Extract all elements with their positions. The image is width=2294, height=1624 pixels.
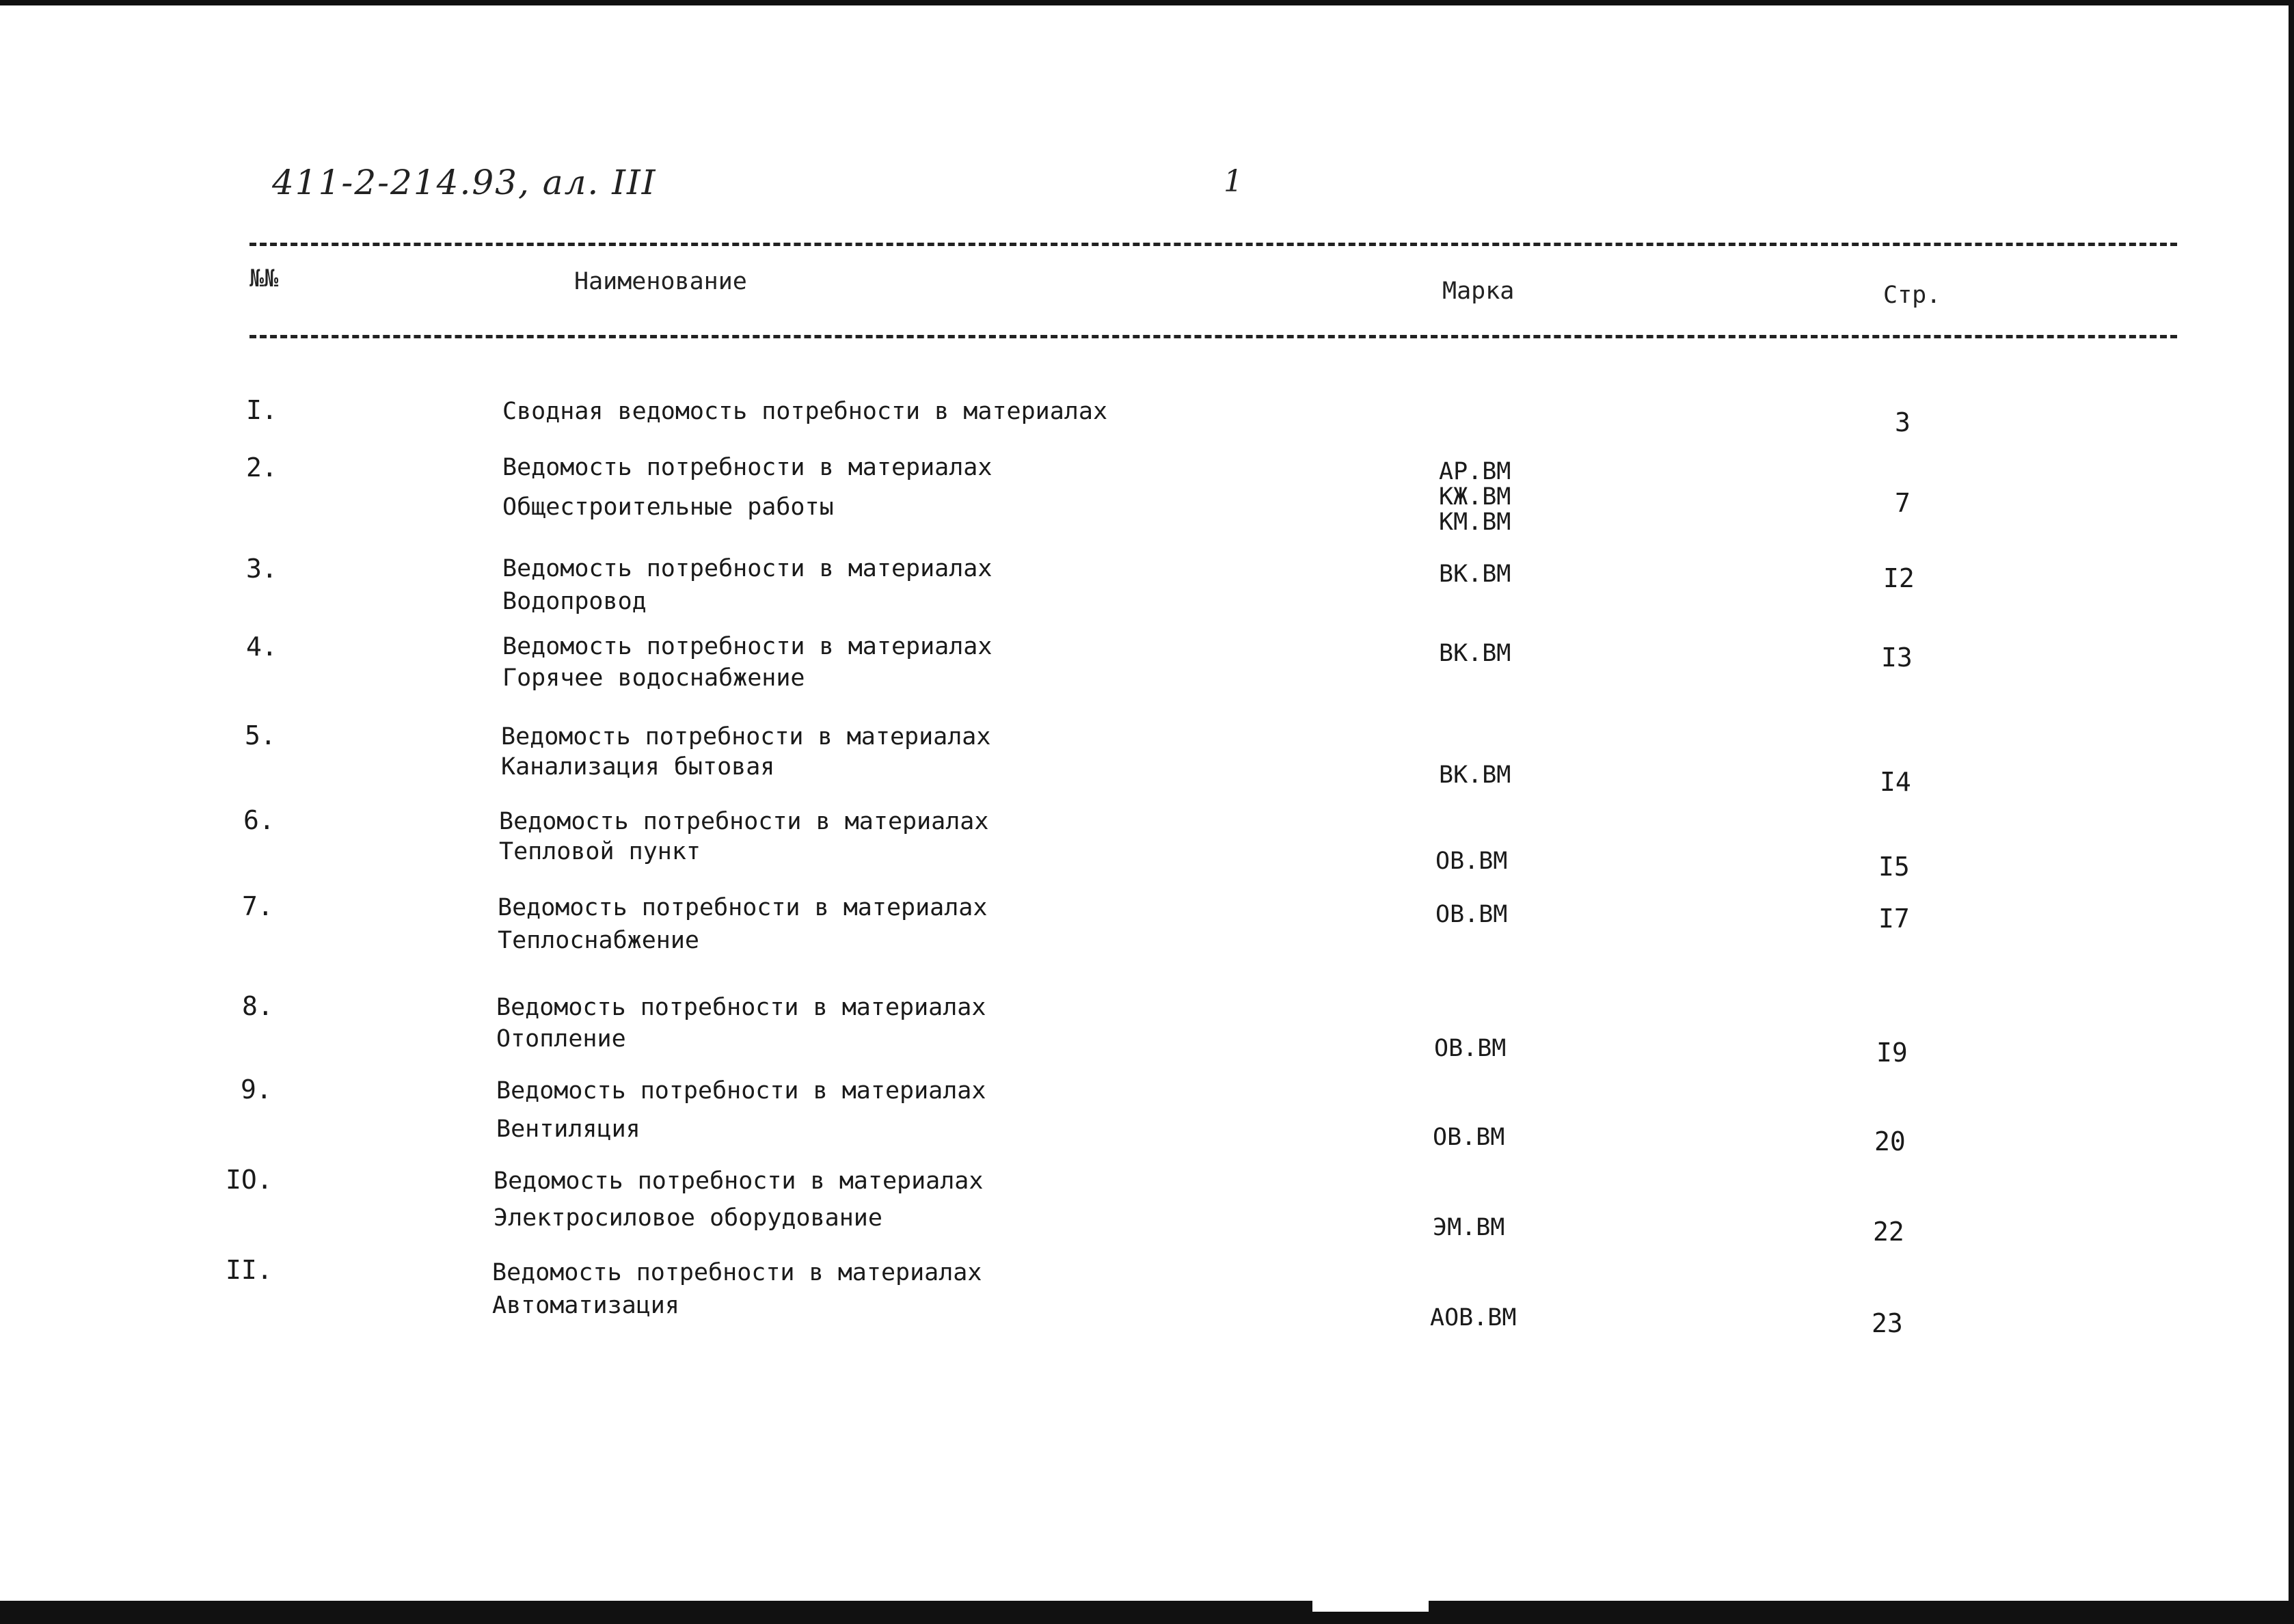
row-number: 7. xyxy=(242,891,273,921)
row-number: 2. xyxy=(246,452,278,483)
row-page: I3 xyxy=(1881,642,1913,673)
row-number: 8. xyxy=(242,991,273,1021)
header-number: №№ xyxy=(249,265,279,293)
row-page: 7 xyxy=(1895,488,1911,518)
row-title: Ведомость потребности в материалах xyxy=(498,894,988,921)
row-subtitle: Автоматизация xyxy=(492,1292,679,1319)
row-subtitle: Канализация бытовая xyxy=(501,753,775,781)
scan-border-bottom xyxy=(0,1601,2294,1624)
row-subtitle: Общестроительные работы xyxy=(502,493,834,521)
row-mark: ОВ.ВМ xyxy=(1435,848,1508,875)
row-mark: ЭМ.ВМ xyxy=(1433,1214,1505,1241)
table-row xyxy=(0,554,2294,636)
row-title: Ведомость потребности в материалах xyxy=(492,1259,982,1286)
page-number: 1 xyxy=(1224,164,1243,199)
row-number: 4. xyxy=(246,632,278,662)
header-bottom-rule xyxy=(249,335,2177,338)
row-number: 5. xyxy=(245,720,276,750)
row-subtitle: Водопровод xyxy=(502,588,647,615)
row-mark: ОВ.ВМ xyxy=(1434,1035,1507,1062)
row-page: 20 xyxy=(1874,1126,1906,1156)
row-page: 3 xyxy=(1895,407,1911,437)
row-page: 23 xyxy=(1872,1308,1903,1338)
row-title: Ведомость потребности в материалах xyxy=(496,1077,986,1105)
table-row xyxy=(0,1074,2294,1156)
document-code: 411-2-214.93, ал. III xyxy=(272,163,657,202)
row-number: 3. xyxy=(246,554,278,584)
row-title: Ведомость потребности в материалах xyxy=(502,454,993,481)
row-subtitle: Теплоснабжение xyxy=(498,927,700,954)
row-number: 6. xyxy=(243,805,275,835)
row-subtitle: Электросиловое оборудование xyxy=(494,1204,882,1232)
row-page: I5 xyxy=(1878,852,1910,882)
row-mark: ВК.ВМ xyxy=(1439,761,1511,789)
header-mark: Марка xyxy=(1442,278,1515,305)
table-row xyxy=(0,1165,2294,1247)
table-row xyxy=(0,891,2294,973)
row-page: I4 xyxy=(1880,767,1911,797)
row-title: Ведомость потребности в материалах xyxy=(502,633,993,660)
row-mark: АР.ВМ КЖ.ВМ КМ.ВМ xyxy=(1439,458,1511,536)
header-name: Наименование xyxy=(574,268,747,295)
row-mark: ВК.ВМ xyxy=(1439,560,1511,588)
row-subtitle: Горячее водоснабжение xyxy=(502,664,805,692)
row-title: Ведомость потребности в материалах xyxy=(494,1167,984,1195)
scan-border-gap xyxy=(1312,1601,1429,1612)
row-number: IO. xyxy=(226,1165,273,1195)
row-subtitle: Вентиляция xyxy=(496,1115,640,1143)
table-row xyxy=(0,632,2294,714)
header-page: Стр. xyxy=(1883,282,1941,309)
table-row xyxy=(0,805,2294,887)
header-top-rule xyxy=(249,243,2177,246)
row-mark: АОВ.ВМ xyxy=(1430,1304,1517,1331)
row-subtitle: Отопление xyxy=(496,1025,626,1053)
row-title: Сводная ведомость потребности в материалах xyxy=(502,398,1108,425)
row-page: 22 xyxy=(1873,1217,1904,1247)
row-subtitle: Тепловой пункт xyxy=(499,838,701,865)
table-row xyxy=(0,452,2294,534)
row-title: Ведомость потребности в материалах xyxy=(496,994,986,1021)
row-page: I9 xyxy=(1876,1038,1908,1068)
row-mark: ОВ.ВМ xyxy=(1433,1124,1505,1151)
table-row xyxy=(0,1255,2294,1337)
row-page: I7 xyxy=(1878,904,1910,934)
table-row xyxy=(0,720,2294,802)
row-title: Ведомость потребности в материалах xyxy=(499,808,989,835)
row-mark: ВК.ВМ xyxy=(1439,640,1511,667)
scan-border-top xyxy=(0,0,2294,5)
row-number: I. xyxy=(246,395,278,425)
table-row xyxy=(0,991,2294,1073)
row-number: 9. xyxy=(241,1074,272,1105)
row-page: I2 xyxy=(1883,563,1915,593)
row-title: Ведомость потребности в материалах xyxy=(501,723,991,750)
row-number: II. xyxy=(226,1255,273,1285)
row-mark: ОВ.ВМ xyxy=(1435,901,1508,928)
row-title: Ведомость потребности в материалах xyxy=(502,555,993,582)
